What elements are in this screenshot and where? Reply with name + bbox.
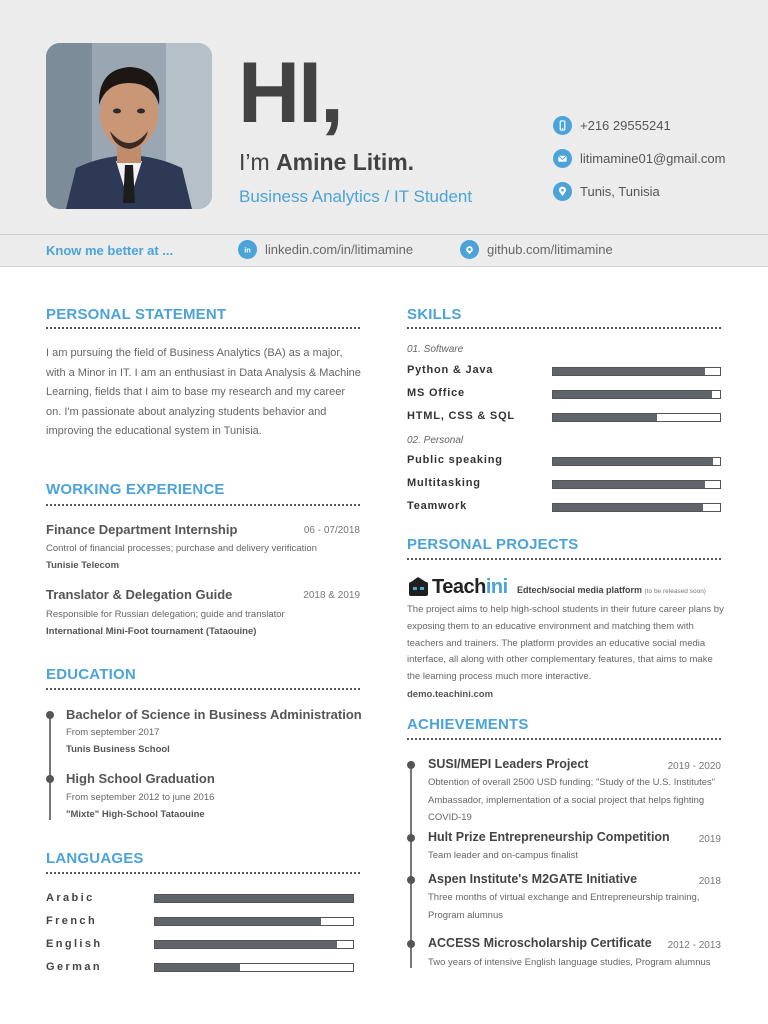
language-level-fill — [155, 918, 321, 925]
links-label: Know me better at ... — [46, 243, 174, 258]
timeline-dot — [407, 876, 415, 884]
language-label: English — [46, 938, 103, 950]
skill-level-fill — [553, 414, 657, 421]
location-pin-icon — [553, 182, 572, 201]
intro-line — [239, 149, 414, 176]
contact-location — [553, 181, 660, 201]
timeline-dot — [407, 940, 415, 948]
project-name-part1: Teach — [432, 576, 486, 598]
skill-level-fill — [553, 391, 712, 398]
language-label: German — [46, 961, 102, 973]
skill-level-fill — [553, 481, 705, 488]
linkedin-icon — [238, 240, 257, 259]
project-tagline-note: (to be released soon) — [644, 588, 706, 595]
job-date: 06 - 07/2018 — [303, 525, 360, 536]
language-label: Arabic — [46, 892, 95, 904]
skill-level-bar — [552, 480, 721, 489]
project-name — [432, 576, 508, 599]
skill-label: MS Office — [407, 387, 465, 399]
github-text: github.com/litimamine — [487, 242, 613, 257]
achievement-description: Team leader and on-campus finalist — [428, 850, 578, 861]
languages-title: LANGUAGES — [46, 850, 144, 867]
job-date: 2018 & 2019 — [303, 590, 360, 601]
intro-prefix: I’m — [239, 149, 277, 175]
achievements-timeline-line — [410, 762, 412, 968]
timeline-dot — [407, 834, 415, 842]
svg-text:in: in — [244, 245, 251, 255]
email-icon — [553, 149, 572, 168]
skill-level-bar — [552, 503, 721, 512]
language-level-fill — [155, 895, 353, 902]
personal-statement-title: PERSONAL STATEMENT — [46, 306, 227, 323]
language-level-fill — [155, 941, 337, 948]
skill-level-bar — [552, 457, 721, 466]
achievement-title: SUSI/MEPI Leaders Project — [428, 757, 589, 771]
section-divider — [407, 558, 721, 560]
project-tagline — [517, 585, 706, 595]
education-period: From september 2012 to june 2016 — [66, 792, 215, 803]
timeline-dot — [46, 775, 54, 783]
achievement-description: Two years of intensive English language studies, Program alumnus — [428, 957, 711, 968]
personal-statement-text: I am pursuing the field of Business Analytics (BA) as a major, with a Minor in IT. I am an enthusiast in Data Analysis & Machine Learning, fields that I aim to base my research and my career on. I'm passionate about analyzing students behavior and improving the educational system in Tunisia. — [46, 347, 361, 437]
language-level-fill — [155, 964, 240, 971]
email-text: litimamine01@gmail.com — [580, 150, 726, 166]
contact-email[interactable] — [553, 148, 725, 168]
project-name-part2: ini — [485, 576, 508, 598]
section-divider — [407, 327, 721, 329]
personal-projects-title: PERSONAL PROJECTS — [407, 536, 579, 553]
skill-label: Multitasking — [407, 477, 481, 489]
job-title: Translator & Delegation Guide — [46, 587, 233, 602]
achievements-title: ACHIEVEMENTS — [407, 716, 529, 733]
project-url[interactable]: demo.teachini.com — [407, 689, 494, 700]
language-label: French — [46, 915, 98, 927]
achievement-date: 2012 - 2013 — [667, 940, 721, 951]
section-divider — [46, 504, 360, 506]
skill-label: Python & Java — [407, 364, 494, 376]
section-divider — [46, 688, 360, 690]
job-description: Control of financial processes; purchase and delivery verification — [46, 543, 317, 554]
language-level-bar — [154, 940, 354, 949]
timeline-dot — [407, 761, 415, 769]
achievement-description: Obtention of overall 2500 USD funding; "Study of the U.S. Institutes" Ambassador, implementation of a social project that helps fighting COVID-19 — [428, 777, 716, 823]
section-divider — [407, 738, 721, 740]
achievement-title: ACCESS Microscholarship Certificate — [428, 936, 652, 950]
location-text: Tunis, Tunisia — [580, 183, 660, 199]
language-level-bar — [154, 963, 354, 972]
header — [0, 0, 768, 234]
teachini-logo-icon — [408, 576, 429, 597]
linkedin-link[interactable] — [238, 240, 413, 259]
achievement-date: 2019 - 2020 — [667, 761, 721, 772]
skill-label: Public speaking — [407, 454, 503, 466]
skill-level-fill — [553, 504, 703, 511]
achievement-date: 2019 — [698, 834, 721, 845]
skill-label: HTML, CSS & SQL — [407, 410, 515, 422]
achievement-description: Three months of virtual exchange and Entrepreneurship training, Program alumnus — [428, 892, 700, 921]
section-divider — [46, 327, 360, 329]
profile-photo — [46, 43, 212, 209]
section-divider — [46, 872, 360, 874]
timeline-dot — [46, 711, 54, 719]
achievement-title: Hult Prize Entrepreneurship Competition — [428, 830, 670, 844]
project-tagline-text: Edtech/social media platform — [517, 585, 645, 595]
language-level-bar — [154, 917, 354, 926]
contact-phone[interactable] — [553, 115, 671, 135]
github-icon — [460, 240, 479, 259]
skill-label: Teamwork — [407, 500, 467, 512]
greeting: HI, — [238, 45, 342, 141]
education-title: EDUCATION — [46, 666, 136, 683]
skill-level-fill — [553, 458, 713, 465]
job-title: Finance Department Internship — [46, 522, 238, 537]
skill-level-bar — [552, 367, 721, 376]
achievement-date: 2018 — [698, 876, 721, 887]
education-timeline-line — [49, 713, 51, 820]
github-link[interactable] — [460, 240, 613, 259]
skill-category: 02. Personal — [407, 435, 464, 446]
skill-level-bar — [552, 413, 721, 422]
social-links-bar — [0, 234, 768, 267]
working-experience-title: WORKING EXPERIENCE — [46, 481, 225, 498]
degree-title: Bachelor of Science in Business Administration — [66, 707, 362, 722]
linkedin-text: linkedin.com/in/litimamine — [265, 242, 414, 257]
job-role: Business Analytics / IT Student — [239, 187, 473, 206]
phone-icon — [553, 116, 572, 135]
job-organization: Tunisie Telecom — [46, 560, 120, 571]
school-name: "Mixte" High-School Tataouine — [66, 809, 205, 820]
skill-category: 01. Software — [407, 344, 464, 355]
degree-title: High School Graduation — [66, 771, 215, 786]
job-organization: International Mini-Foot tournament (Tataouine) — [46, 626, 257, 637]
phone-text: +216 29555241 — [580, 117, 671, 133]
job-description: Responsible for Russian delegation; guide and translator — [46, 609, 285, 620]
skill-level-bar — [552, 390, 721, 399]
language-level-bar — [154, 894, 354, 903]
skill-level-fill — [553, 368, 705, 375]
education-period: From september 2017 — [66, 727, 160, 738]
achievement-title: Aspen Institute's M2GATE Initiative — [428, 872, 638, 886]
full-name: Amine Litim. — [276, 149, 415, 175]
skills-title: SKILLS — [407, 306, 462, 323]
project-description: The project aims to help high-school students in their future career plans by exposing them to an educative environment and matching them with teachers and trainers. The platform provides an educative social media interface, all along with other complementary features, that aims to make the learning process much more interactive. — [407, 604, 724, 683]
school-name: Tunis Business School — [66, 744, 170, 755]
